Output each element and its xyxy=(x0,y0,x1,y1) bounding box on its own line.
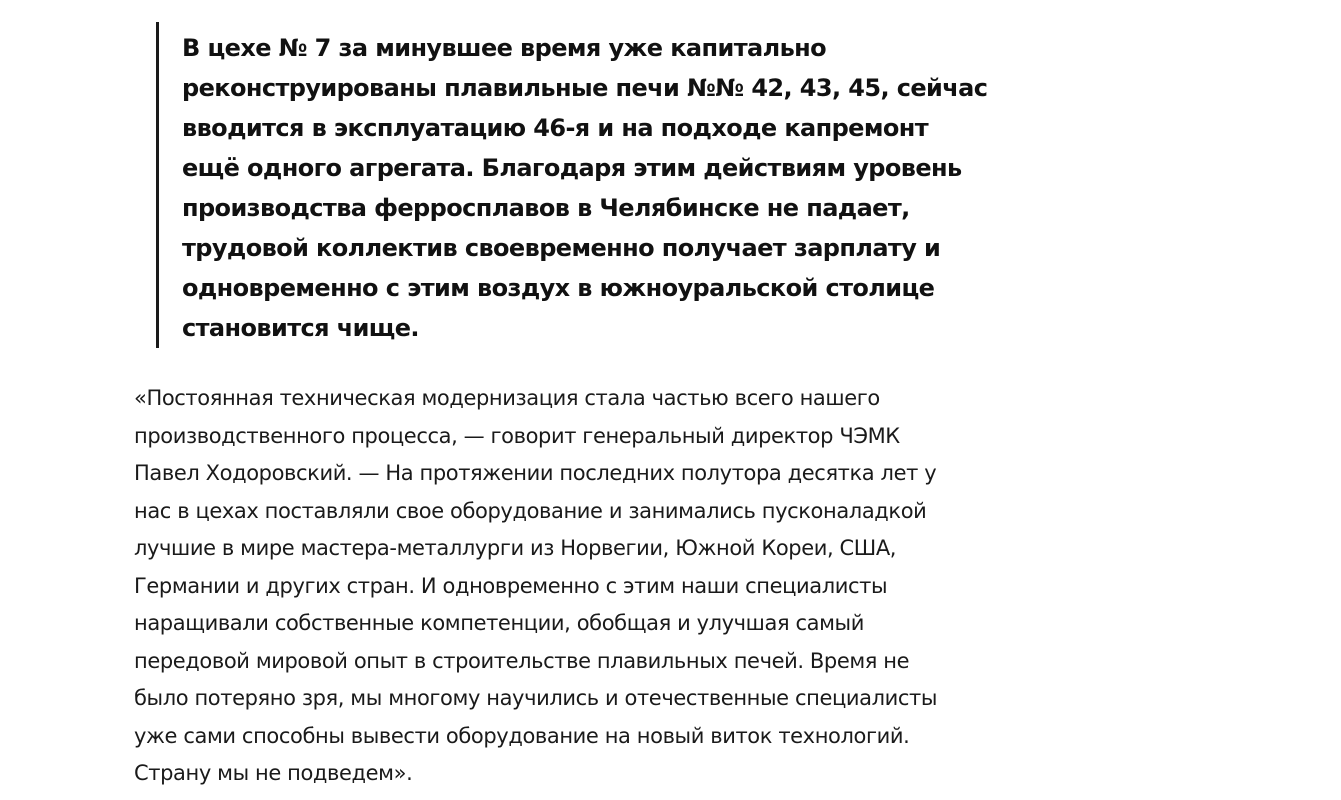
blockquote-text: В цехе № 7 за минувшее время уже капитально реконструированы плавильные печи №№ 42, 43, 45, сейчас вводится в эксплуатацию 46-я и на подходе капремонт ещё одного агрегата. Благодаря этим действиям уровень производства ферросплавов в Челябинске не падает, трудовой коллектив своевременно получает зарплату и одновременно с этим воздух в южноуральской столице становится чище. xyxy=(182,34,988,342)
blockquote xyxy=(156,22,1046,348)
article-paragraph: «Постоянная техническая модернизация стала частью всего нашего производственного процесса, — говорит генеральный директор ЧЭМК Павел Ходоровский. — На протяжении последних полутора десятка лет у нас в цехах поставляли свое оборудование и занимались пусконаладкой лучшие в мире мастера-металлурги из Норвегии, Южной Кореи, США, Германии и других стран. И одновременно с этим наши специалисты наращивали собственные компетенции, обобщая и улучшая самый передовой мировой опыт в строительстве плавильных печей. Время не было потеряно зря, мы многому научились и отечественные специалисты уже сами способны вывести оборудование на новый виток технологий. Страну мы не подведем». xyxy=(134,386,937,785)
